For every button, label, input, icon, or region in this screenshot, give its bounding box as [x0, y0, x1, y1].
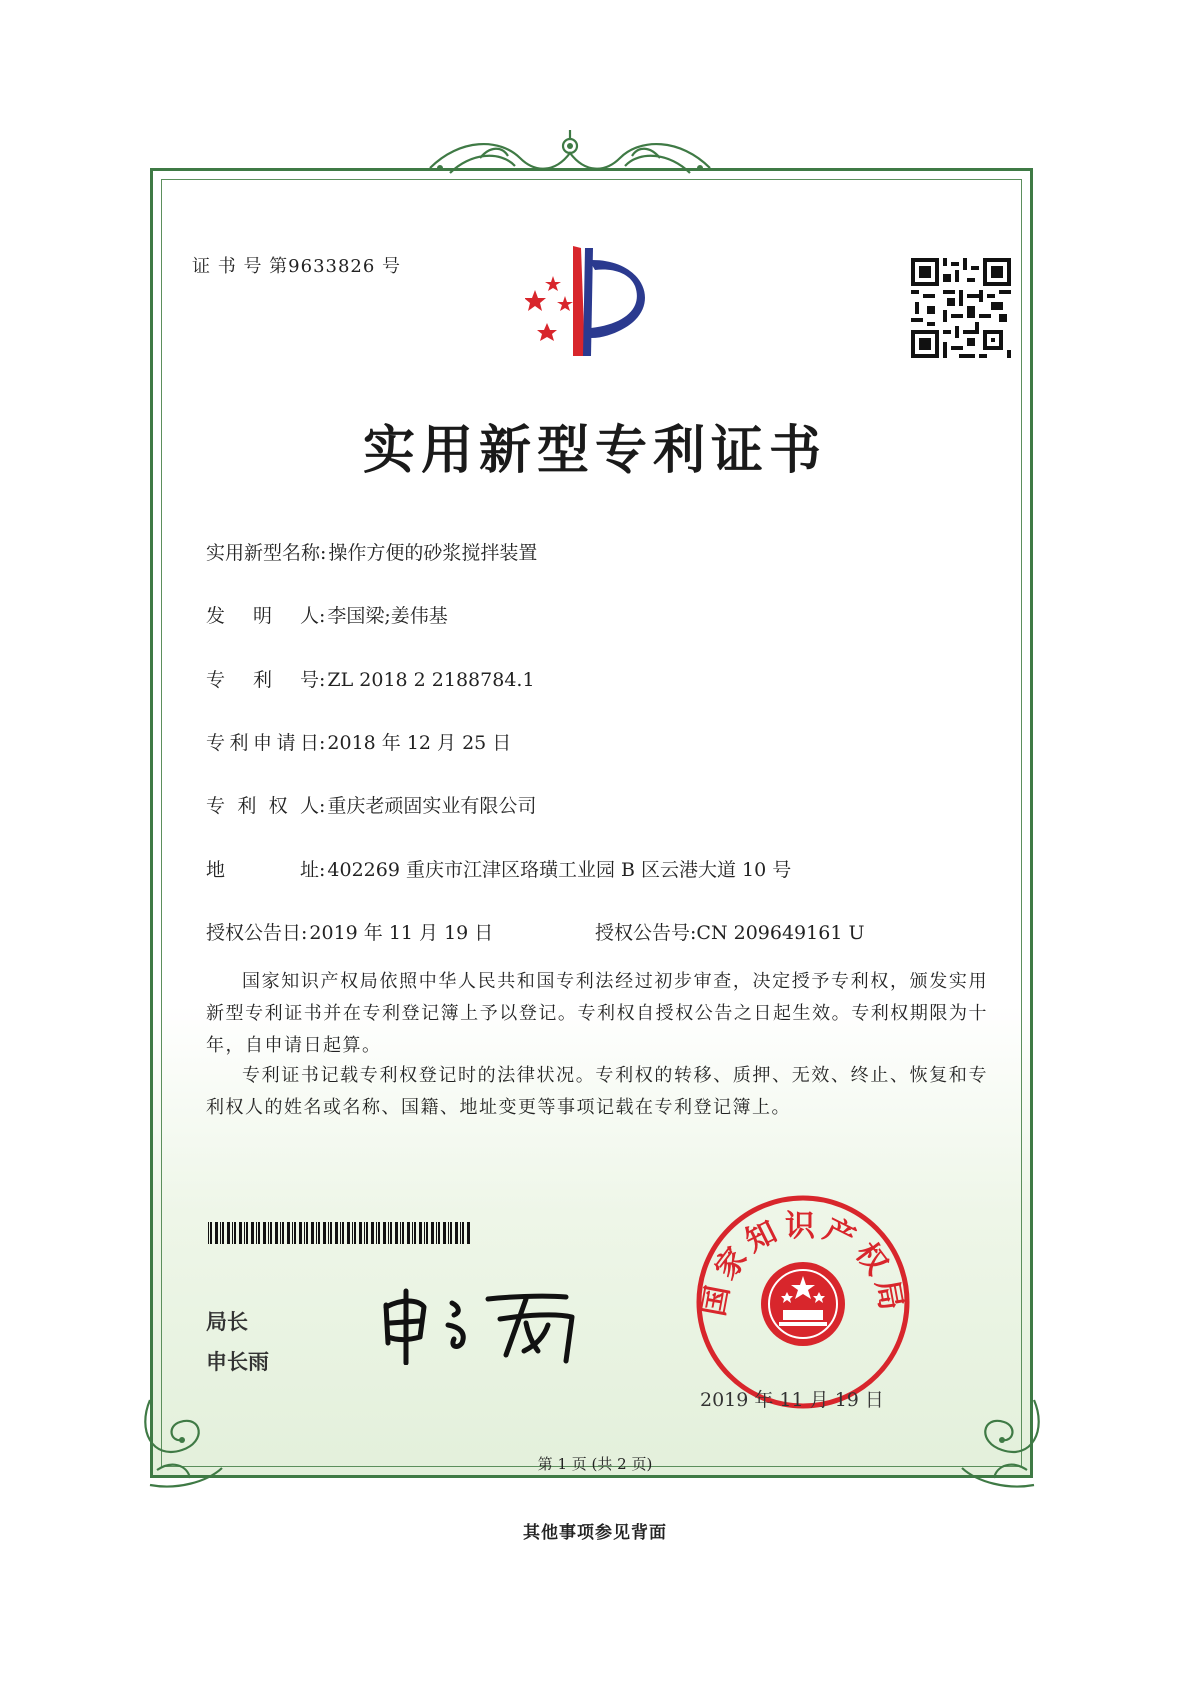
field-inventor — [206, 601, 448, 628]
field-filing-date-label: 专利申请日 — [206, 732, 319, 754]
footer-note: 其他事项参见背面 — [523, 1523, 667, 1543]
field-patent-number-label: 专 利 号 — [206, 669, 319, 691]
certificate-number: 证 书 号 第9633826 号 — [192, 256, 402, 277]
field-patentee-label: 专 利 权 人 — [206, 795, 319, 817]
field-name-label: 实用新型名称: — [206, 542, 327, 564]
body-paragraph-2: 专利证书记载专利权登记时的法律状况。专利权的转移、质押、无效、终止、恢复和专利权人的姓名或名称、国籍、地址变更等事项记载在专利登记簿上。 — [206, 1065, 988, 1118]
certificate-title: 实用新型专利证书 — [362, 420, 827, 481]
field-grant-date-label: 授权公告日: — [206, 922, 308, 944]
bottom-left-ornament — [132, 1390, 242, 1500]
director-name: 申长雨 — [206, 1350, 269, 1374]
field-filing-date-colon: : — [319, 732, 326, 754]
field-filing-date-value: 2018 年 12 月 25 日 — [327, 732, 512, 754]
director-signature — [376, 1285, 596, 1365]
field-address-label: 地 址 — [206, 859, 319, 881]
seal-text: 国家知识产权局 — [696, 1209, 910, 1319]
field-grant-number-value: CN 209649161 U — [696, 922, 865, 944]
field-name-value: 操作方便的砂浆搅拌装置 — [328, 542, 538, 564]
body-paragraph-1: 国家知识产权局依照中华人民共和国专利法经过初步审查，决定授予专利权，颁发实用新型专利证书并在专利登记簿上予以登记。专利权自授权公告之日起生效。专利权期限为十年，自申请日起算。 — [206, 971, 988, 1056]
field-name — [206, 538, 537, 565]
field-grant-number — [595, 918, 864, 945]
field-patent-number — [206, 665, 535, 692]
top-ornament — [420, 128, 720, 188]
field-patentee-value: 重庆老顽固实业有限公司 — [327, 795, 537, 817]
field-filing-date — [206, 728, 511, 755]
bottom-right-ornament — [942, 1390, 1052, 1500]
seal-date: 2019 年 11 月 19 日 — [700, 1389, 884, 1411]
field-patentee — [206, 791, 536, 818]
barcode — [208, 1222, 470, 1244]
field-inventor-value: 李国梁;姜伟基 — [327, 605, 448, 627]
field-patent-number-value: ZL 2018 2 2188784.1 — [327, 669, 535, 691]
field-address-value: 402269 重庆市江津区珞璜工业园 B 区云港大道 10 号 — [327, 859, 792, 881]
director-title: 局长 — [206, 1310, 248, 1334]
field-grant-date-value: 2019 年 11 月 19 日 — [309, 922, 494, 944]
field-address — [206, 855, 791, 882]
field-address-colon: : — [319, 859, 326, 881]
cnipa-logo — [525, 238, 685, 368]
official-seal — [693, 1192, 913, 1412]
field-grant-number-label: 授权公告号: — [595, 922, 697, 944]
field-inventor-colon: : — [319, 605, 326, 627]
field-grant-date — [206, 918, 493, 945]
field-inventor-label: 发 明 人 — [206, 605, 319, 627]
qr-code — [911, 258, 1011, 358]
page-indicator: 第 1 页 (共 2 页) — [537, 1455, 653, 1473]
field-patentee-colon: : — [319, 795, 326, 817]
field-patent-number-colon: : — [319, 669, 326, 691]
